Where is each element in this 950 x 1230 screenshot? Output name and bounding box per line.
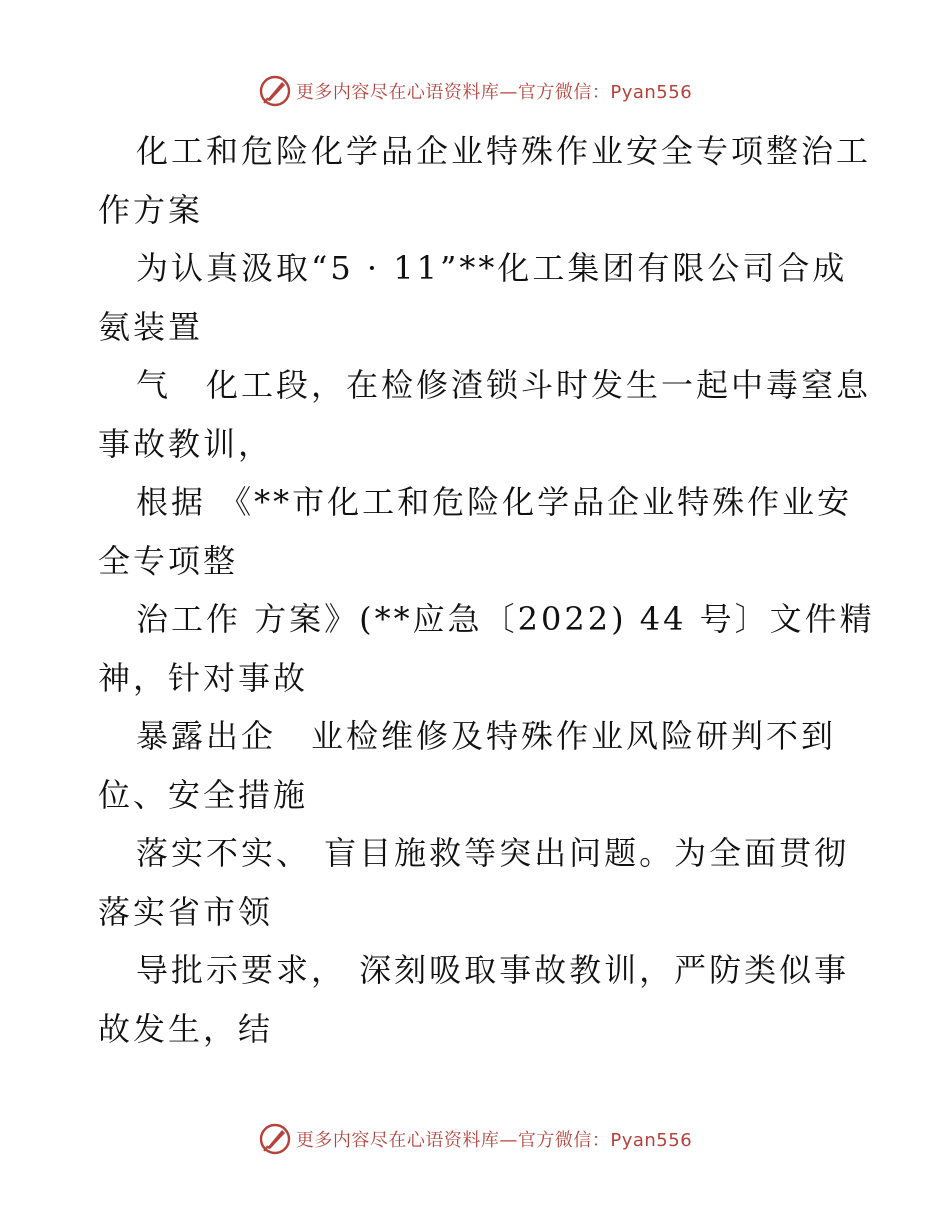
footer-banner-text: 更多内容尽在心语资料库—官方微信：Pyan556: [295, 1130, 693, 1151]
paragraph: 导批示要求， 深刻吸取事故教训，严防类似事故发生，结: [98, 951, 850, 1048]
paragraph: 暴露出企 业检维修及特殊作业风险研判不到位、安全措施: [98, 717, 837, 814]
paragraph: 为认真汲取“5 · 11”**化工集团有限公司合成氨装置: [98, 249, 848, 346]
quill-logo-icon: [258, 1122, 292, 1156]
paragraph: 落实不实、 盲目施救等突出问题。为全面贯彻落实省市领: [98, 834, 850, 931]
document-body: [98, 122, 878, 1058]
header-banner-text: 更多内容尽在心语资料库—官方微信：Pyan556: [295, 82, 693, 103]
paragraph: 治工作 方案》(**应急〔2022) 44 号〕文件精神，针对事故: [98, 600, 875, 697]
footer-banner: [0, 1119, 950, 1159]
paragraph: 化工和危险化学品企业特殊作业安全专项整治工作方案: [98, 132, 872, 229]
header-banner: [0, 71, 950, 111]
quill-logo-icon: [258, 74, 292, 108]
paragraph: 根据 《**市化工和危险化学品企业特殊作业安全专项整: [98, 483, 853, 580]
paragraph: 气 化工段，在检修渣锁斗时发生一起中毒窒息事故教训，: [98, 366, 872, 463]
